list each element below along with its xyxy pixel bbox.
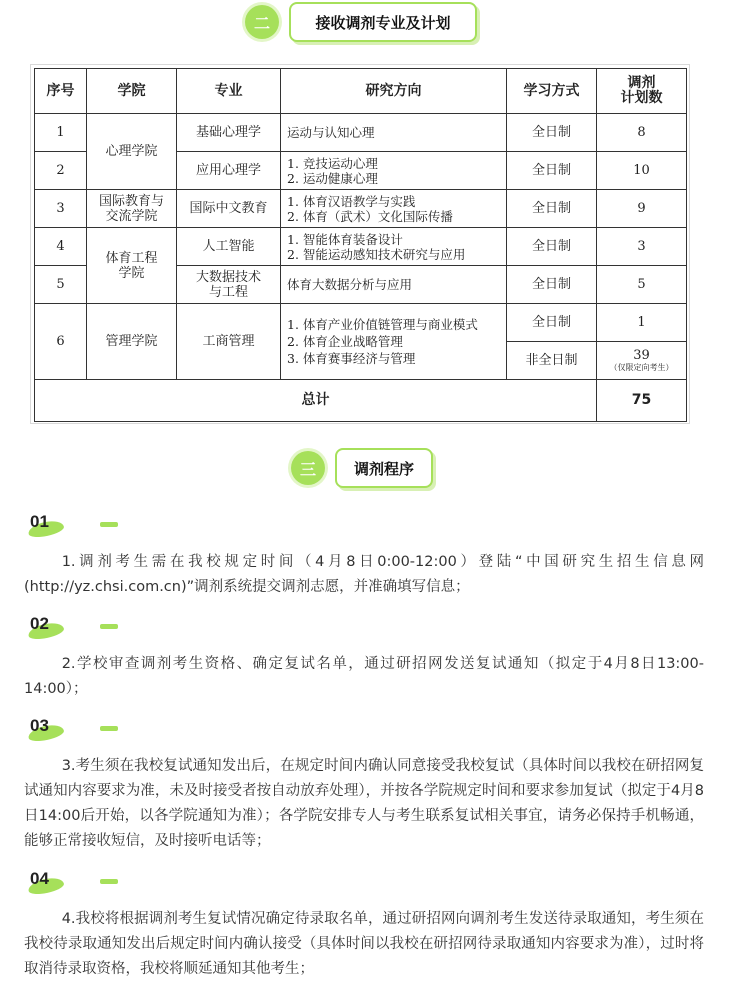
step-text: 1.调剂考生需在我校规定时间（4月8日0:00-12:00）登陆“中国研究生招生信息网(http://yz.chsi.com.cn)”调剂系统提交调剂志愿，并准确填写信息； (24, 554, 704, 595)
section-number-badge: 二 (245, 5, 279, 39)
table-row (35, 114, 687, 152)
college-cell: 体育工程 学院 (87, 228, 177, 304)
mode-cell: 全日制 (507, 304, 597, 342)
plan-cell: 9 (597, 190, 687, 228)
step-divider (100, 726, 118, 731)
table-row (35, 304, 687, 342)
row-number: 1 (35, 114, 87, 152)
mode-cell: 全日制 (507, 152, 597, 190)
total-label: 总计 (35, 380, 597, 422)
college-cell: 心理学院 (87, 114, 177, 190)
plan-table (34, 68, 687, 422)
header-cell: 序号 (35, 69, 87, 114)
row-number: 2 (35, 152, 87, 190)
header-cell: 学院 (87, 69, 177, 114)
college-cell: 国际教育与 交流学院 (87, 190, 177, 228)
total-value: 75 (597, 380, 687, 422)
step-number: 02 (30, 614, 49, 633)
row-number: 4 (35, 228, 87, 266)
major-cell: 应用心理学 (177, 152, 281, 190)
major-cell: 国际中文教育 (177, 190, 281, 228)
step-badge (24, 614, 68, 640)
step-text: 4.我校将根据调剂考生复试情况确定待录取名单，通过研招网向调剂考生发送待录取通知，考生须在我校待录取通知发出后规定时间内确认接受（具体时间以我校在研招网待录取通知内容要求为准），过时将取消待录取资格，我校将顺延通知其他考生； (24, 911, 704, 977)
row-number: 5 (35, 266, 87, 304)
plan-cell: 3 (597, 228, 687, 266)
plan-cell: 1 (597, 304, 687, 342)
direction-cell: 1. 体育产业价值链管理与商业模式 2. 体育企业战略管理 3. 体育赛事经济与管理 (281, 304, 507, 380)
step-text: 2.学校审查调剂考生资格、确定复试名单，通过研招网发送复试通知（拟定于4月8日13:00-14:00）； (24, 656, 704, 697)
mode-cell: 非全日制 (507, 342, 597, 380)
major-cell: 基础心理学 (177, 114, 281, 152)
plan-cell: 8 (597, 114, 687, 152)
direction-cell: 1. 智能体育装备设计 2. 智能运动感知技术研究与应用 (281, 228, 507, 266)
plan-note: （仅限定向考生） (609, 363, 674, 372)
section-number-badge: 三 (291, 451, 325, 485)
table-header-row (35, 69, 687, 114)
direction-cell: 1. 体育汉语教学与实践 2. 体育（武术）文化国际传播 (281, 190, 507, 228)
step-divider (100, 879, 118, 884)
plan-table-container (30, 64, 690, 424)
mode-cell: 全日制 (507, 114, 597, 152)
mode-cell: 全日制 (507, 190, 597, 228)
major-cell: 人工智能 (177, 228, 281, 266)
row-number: 3 (35, 190, 87, 228)
header-cell: 研究方向 (281, 69, 507, 114)
plan-cell: 5 (597, 266, 687, 304)
plan-cell: 10 (597, 152, 687, 190)
mode-cell: 全日制 (507, 228, 597, 266)
step-number: 03 (30, 716, 49, 735)
step-text: 3.考生须在我校复试通知发出后，在规定时间内确认同意接受我校复试（具体时间以我校在研招网复试通知内容要求为准，未及时接受者按自动放弃处理），并按各学院规定时间和要求参加复试（拟定于4月8日14:00后开始，以各学院通知为准）；各学院安排专人与考生联系复试相关事宜，请务必保持手机畅通，能够正常接收短信，及时接听电话等； (24, 758, 704, 849)
header-cell: 学习方式 (507, 69, 597, 114)
table-total-row (35, 380, 687, 422)
college-cell: 管理学院 (87, 304, 177, 380)
mode-cell: 全日制 (507, 266, 597, 304)
step-number: 01 (30, 512, 49, 531)
section-header-procedure (291, 448, 433, 488)
section-title: 接收调剂专业及计划 (289, 2, 477, 42)
step-badge (24, 869, 68, 895)
section-header-plan (245, 2, 477, 42)
major-cell: 工商管理 (177, 304, 281, 380)
row-number: 6 (35, 304, 87, 380)
direction-cell: 运动与认知心理 (281, 114, 507, 152)
step-divider (100, 522, 118, 527)
table-row (35, 190, 687, 228)
header-cell: 专业 (177, 69, 281, 114)
plan-cell (597, 342, 687, 380)
section-title: 调剂程序 (335, 448, 433, 488)
major-cell: 大数据技术 与工程 (177, 266, 281, 304)
direction-cell: 体育大数据分析与应用 (281, 266, 507, 304)
table-row (35, 228, 687, 266)
step-badge (24, 512, 68, 538)
direction-cell: 1. 竞技运动心理 2. 运动健康心理 (281, 152, 507, 190)
step-divider (100, 624, 118, 629)
plan-value: 39 (633, 348, 650, 363)
step-number: 04 (30, 869, 49, 888)
step-badge (24, 716, 68, 742)
header-cell: 调剂 计划数 (597, 69, 687, 114)
